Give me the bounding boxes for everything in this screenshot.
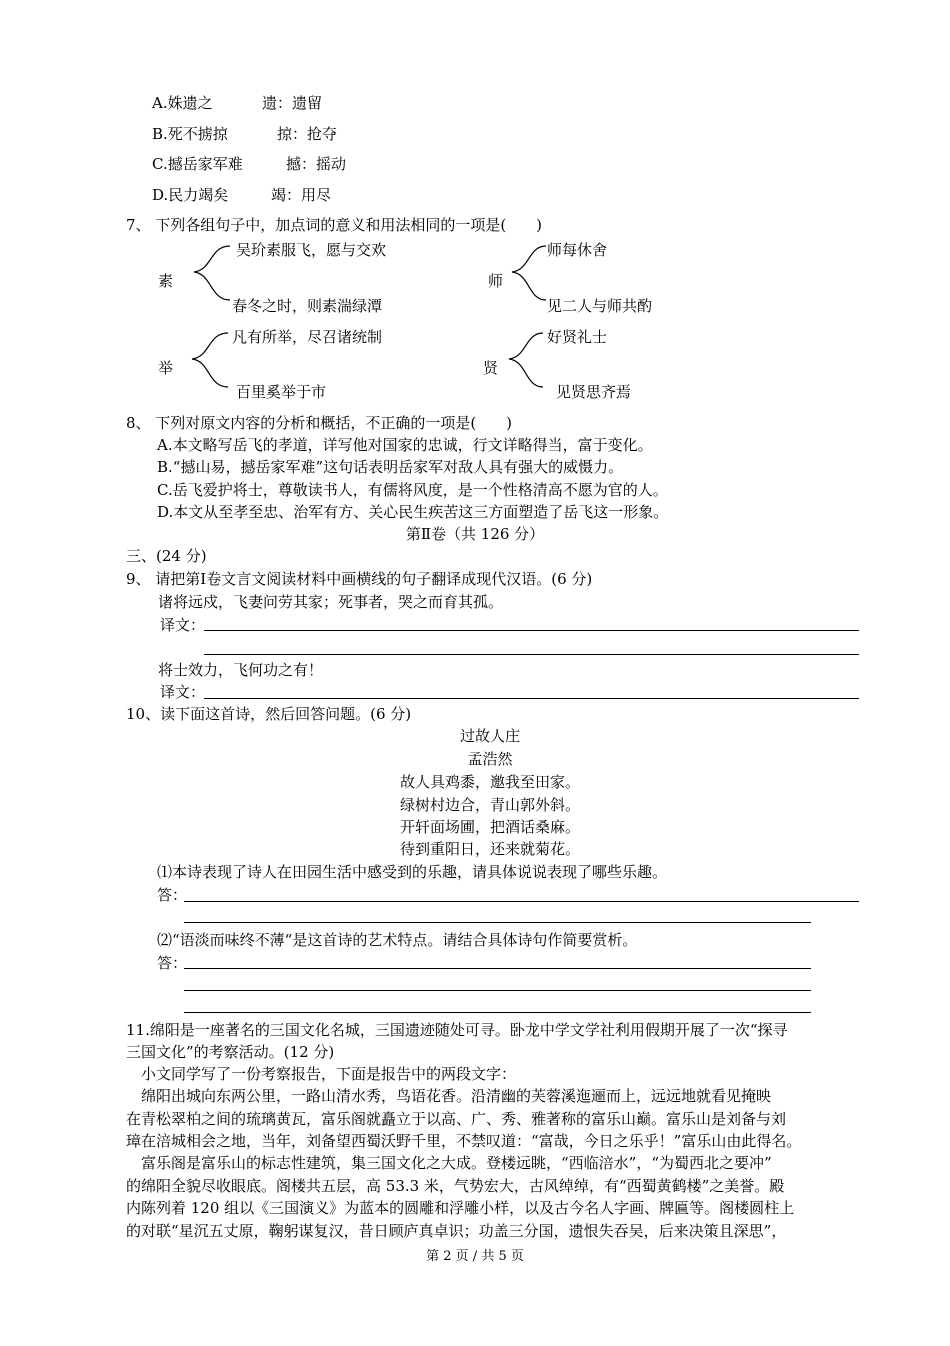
- q6-option-b: B.死不掳掠: [152, 125, 228, 143]
- q8-option-b: B.“撼山易，撼岳家军难”这句话表明岳家军对敌人具有强大的威慑力。: [157, 458, 624, 476]
- q7-ju-sentence-1: 凡有所举，尽召诸统制: [232, 328, 383, 346]
- q7-word-shi: 师: [488, 272, 504, 290]
- q8-option-c: C.岳飞爱护将士，尊敬读书人，有儒将风度，是一个性格清高不愿为官的人。: [157, 481, 668, 499]
- q11-paragraph-line: 11.绵阳是一座著名的三国文化名城，三国遗迹随处可寻。卧龙中学文学社利用假期开展了一次“探寻: [126, 1021, 788, 1039]
- q6-option-a: A.姝遗之: [152, 94, 213, 112]
- q10-stem: 10、读下面这首诗，然后回答问题。(6 分): [126, 705, 412, 723]
- q7-su-sentence-2: 春冬之时，则素湍绿潭: [232, 297, 383, 315]
- q11-paragraph-line: 三国文化”的考察活动。(12 分): [126, 1043, 335, 1061]
- q9-answer-line[interactable]: [204, 698, 859, 699]
- q10-answer-line[interactable]: [184, 901, 859, 902]
- q6-option-d: D.民力竭矣: [152, 186, 229, 204]
- q9-answer-line[interactable]: [204, 630, 859, 631]
- q9-sentence-1: 诸将远戍，飞妻问劳其家；死事者，哭之而育其孤。: [158, 593, 504, 611]
- q11-paragraph-line: 小文同学写了一份考察报告，下面是报告中的两段文字：: [126, 1065, 517, 1083]
- brace-xian: [505, 331, 545, 389]
- q7-word-xian: 贤: [483, 359, 499, 377]
- q9-translation-label-1: 译文：: [160, 616, 206, 634]
- q9-sentence-2: 将士效力，飞何功之有！: [158, 661, 324, 679]
- q7-word-su: 素: [158, 272, 174, 290]
- q7-su-sentence-1: 吴玠素服飞，愿与交欢: [236, 241, 387, 259]
- q11-paragraph-line: 在青松翠柏之间的琉璃黄瓦，富乐阁就矗立于以高、广、秀、雅著称的富乐山巅。富乐山是刘备与刘: [126, 1110, 787, 1128]
- brace-su: [188, 244, 232, 302]
- poem-author: 孟浩然: [467, 750, 513, 768]
- poem-line: 绿树村边合，青山郭外斜。: [399, 796, 580, 814]
- poem-line: 故人具鸡黍，邀我至田家。: [399, 773, 580, 791]
- q10-answer-label-1: 答：: [157, 886, 188, 904]
- q10-answer-line[interactable]: [184, 968, 811, 969]
- q7-word-ju: 举: [158, 359, 174, 377]
- section-3-heading: 三、(24 分): [126, 547, 207, 565]
- q10-sub-question-2: ⑵“语淡而味终不薄“是这首诗的艺术特点。请结合具体诗句作简要赏析。: [157, 931, 638, 949]
- q9-translation-label-2: 译文：: [160, 683, 206, 701]
- q7-stem: 7、 下列各组句子中，加点词的意义和用法相同的一项是( ): [126, 216, 543, 234]
- brace-ju: [186, 331, 230, 389]
- q9-stem: 9、 请把第Ⅰ卷文言文阅读材料中画横线的句子翻译成现代汉语。(6 分): [126, 570, 593, 588]
- q6-option-a-gloss: 遗：遗留: [262, 94, 323, 112]
- q8-option-a: A.本文略写岳飞的孝道，详写他对国家的忠诚，行文详略得当，富于变化。: [157, 436, 653, 454]
- q6-option-c: C.撼岳家军难: [152, 155, 243, 173]
- q7-ju-sentence-2: 百里奚举于市: [236, 383, 327, 401]
- q11-paragraph-line: 的绵阳全貌尽收眼底。阁楼共五层，高 53.3 米，气势宏大，古风绰绰，有“西蜀黄鹤楼”之美誉。殿: [126, 1177, 785, 1195]
- q7-shi-sentence-2: 见二人与师共酌: [547, 297, 653, 315]
- q10-answer-line[interactable]: [184, 1012, 811, 1013]
- poem-line: 开轩面场圃，把酒话桑麻。: [399, 818, 580, 836]
- q11-paragraph-line: 内陈列着 120 组以《三国演义》为蓝本的圆雕和浮雕小样，以及古今名人字画、牌匾等。阁楼圆柱上: [126, 1199, 795, 1217]
- q11-paragraph-line: 富乐阁是富乐山的标志性建筑，集三国文化之大成。登楼远眺，“西临涪水”，“为蜀西北之要冲”: [126, 1154, 772, 1172]
- q10-answer-label-2: 答：: [157, 954, 188, 972]
- q6-option-d-gloss: 竭：用尽: [271, 186, 332, 204]
- q9-answer-line[interactable]: [204, 654, 859, 655]
- q8-stem: 8、 下列对原文内容的分析和概括，不正确的一项是( ): [126, 414, 513, 432]
- q11-paragraph-line: 的对联“星沉五丈原，鞠躬谋复汉，昔日顾庐真卓识；功盖三分国，遗恨失吞吴，后来决策且深思”，: [126, 1222, 787, 1240]
- q11-paragraph-line: 绵阳出城向东两公里，一路山清水秀，鸟语花香。沿清幽的芙蓉溪迤逦而上，远远地就看见掩映: [126, 1087, 772, 1105]
- brace-shi: [508, 244, 548, 302]
- q7-xian-sentence-2: 见贤思齐焉: [556, 383, 632, 401]
- q10-answer-line[interactable]: [184, 922, 811, 923]
- q6-option-b-gloss: 掠：抢夺: [277, 125, 338, 143]
- q10-sub-question-1: ⑴本诗表现了诗人在田园生活中感受到的乐趣，请具体说说表现了哪些乐趣。: [157, 863, 668, 881]
- q11-paragraph-line: 璋在涪城相会之地，当年，刘备望西蜀沃野千里，不禁叹道：“富哉，今日之乐乎！”富乐山由此得名。: [126, 1132, 802, 1150]
- q10-answer-line[interactable]: [184, 990, 811, 991]
- part2-title: 第Ⅱ卷（共 126 分）: [405, 525, 545, 543]
- q8-option-d: D.本文从至孝至忠、治军有方、关心民生疾苦这三方面塑造了岳飞这一形象。: [157, 503, 669, 521]
- q7-shi-sentence-1: 师每休舍: [547, 241, 608, 259]
- poem-title: 过故人庄: [459, 727, 520, 745]
- q6-option-c-gloss: 撼：摇动: [286, 155, 347, 173]
- poem-line: 待到重阳日，还来就菊花。: [399, 840, 580, 858]
- q7-xian-sentence-1: 好贤礼士: [547, 328, 608, 346]
- page-footer: 第 2 页 / 共 5 页: [426, 1249, 524, 1264]
